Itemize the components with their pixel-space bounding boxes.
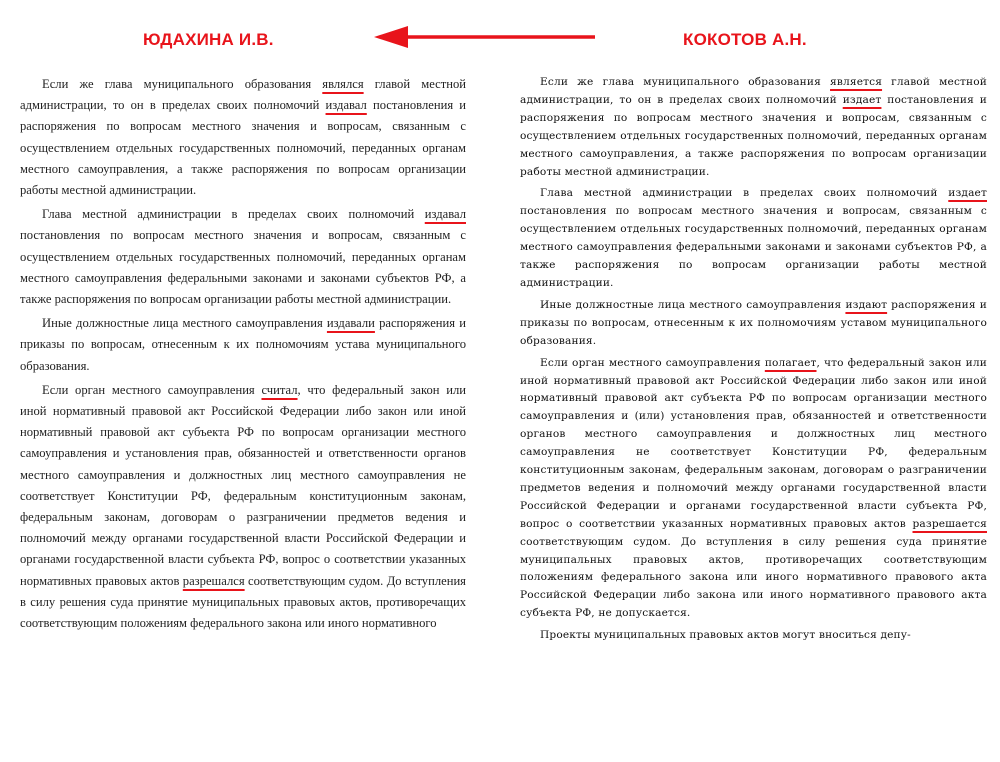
right-paragraph-4: Если орган местного самоуправления полагает, что федеральный закон или иной нормативный правовой акт Российской Федерации либо закон или иной нормативный правовой акт субъекта РФ по вопросам организации местного самоуправления и (или) установления прав, обязанностей и ответственности органов местного самоуправления и должностных лиц местного самоуправления не соответствует Конституции РФ, федеральным конституционным законам, федеральным законам, договорам о разграничении предметов ведения и полномочий между органами государственной власти Российской Федерации и органами государственной власти субъекта РФ, вопрос о соответствии указанных нормативных правовых актов разрешается соответствующим судом. До вступления в силу решения суда принятие муниципальных правовых актов, противоречащих соответствующим положениям федерального закона или иного нормативного правового акта Российской Федерации либо закона или иного нормативного правового акта субъекта РФ, не допускается. [520,356,987,620]
left-author-label: ЮДАХИНА И.В. [143,30,274,49]
left-text-column [20,74,466,637]
right-paragraph-3: Иные должностные лица местного самоуправления издают распоряжения и приказы по вопросам, отнесенным к их полномочиям уставом муниципального образования. [520,298,987,347]
right-paragraph-2: Глава местной администрации в пределах своих полномочий издает постановления по вопросам местного значения и вопросам, связанным с осуществлением отдельных государственных полномочий, переданных органам местного самоуправления федеральными законами и законами субъектов РФ, а также распоряжения по вопросам организации работы местной администрации. [520,187,987,289]
right-paragraph-1: Если же глава муниципального образования является главой местной администрации, то он в пределах своих полномочий издает постановления и распоряжения по вопросам местного значения и вопросам, связанным с осуществлением отдельных государственных полномочий, переданных органам местного самоуправления, а также распоряжения по вопросам организации работы местной администрации. [520,76,987,178]
highlighted-verb: полагает [764,356,817,369]
left-paragraph-4: Если орган местного самоуправления считал, что федеральный закон или иной нормативный правовой акт Российской Федерации либо закон или иной нормативный правовой акт субъекта РФ по вопросам организации местного самоуправления и установления прав, обязанностей и ответственности органов местного самоуправления и должностных лиц местного самоуправления не соответствует Конституции РФ, федеральным конституционным законам, федеральным законам, договорам о разграничении предметов ведения и полномочий между органами государственной власти Российской Федерации и органами государственной власти субъекта РФ, вопрос о соответствии указанных нормативных правовых актов разрешался соответствующим судом. До вступления в силу решения суда принятие муниципальных правовых актов, противоречащих соответствующим положениям федерального закона или иного нормативного [20,382,466,631]
highlighted-verb: считал [261,382,298,397]
right-author-label: КОКОТОВ А.Н. [683,30,807,49]
highlighted-verb: издают [845,298,888,311]
highlighted-verb: издает [842,93,882,106]
left-arrow-icon [370,22,600,52]
highlighted-verb: разрешался [182,573,245,588]
right-paragraph-5: Проекты муниципальных правовых актов могут вноситься депу- [540,629,911,642]
highlighted-verb: издает [948,187,987,200]
highlighted-verb: разрешается [912,517,987,530]
highlighted-verb: являлся [322,77,364,91]
highlighted-verb: издавал [424,207,466,222]
left-paragraph-1: Если же глава муниципального образования являлся главой местной администрации, то он в пределах своих полномочий издавал постановления и распоряжения по вопросам местного значения и вопросам, связанным с осуществлением отдельных государственных полномочий, переданных органам местного самоуправления, а также распоряжения по вопросам организации работы местной администрации. [20,77,467,198]
right-text-column [520,74,987,649]
highlighted-verb: издавал [325,98,367,113]
highlighted-verb: является [830,76,883,88]
highlighted-verb: издавали [326,316,375,331]
left-paragraph-2: Глава местной администрации в пределах своих полномочий издавал постановления по вопросам местного значения и вопросам, связанным с осуществлением отдельных государственных полномочий, переданных органам местного самоуправления федеральными законами и законами субъектов РФ, а также распоряжения по вопросам организации работы местной администрации. [20,207,466,307]
left-paragraph-3: Иные должностные лица местного самоуправления издавали распоряжения и приказы по вопросам, отнесенным к их полномочиям устава муниципального образования. [20,316,466,373]
